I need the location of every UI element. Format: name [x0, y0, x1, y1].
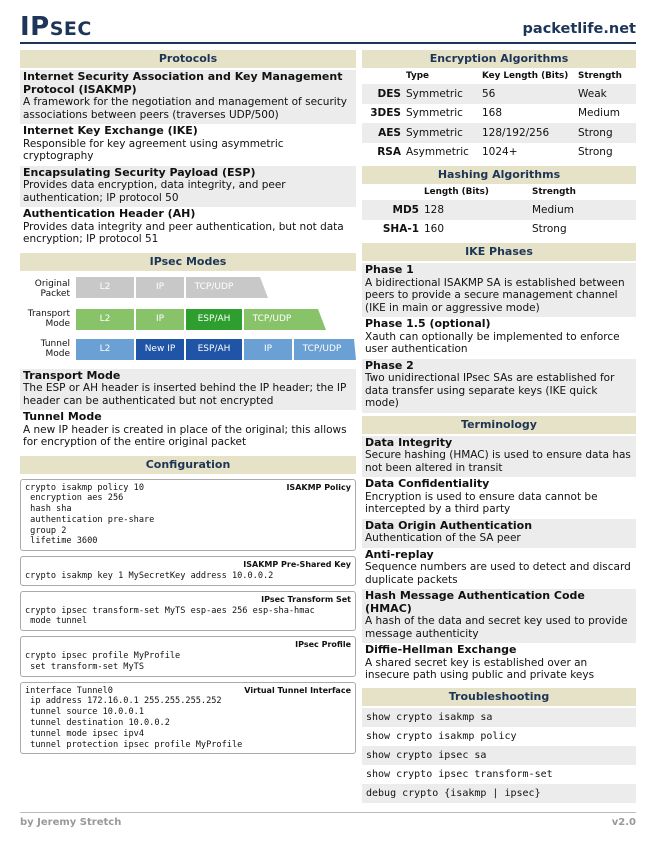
command-item: show crypto ipsec transform-set — [366, 768, 553, 780]
protocol-item: Authentication Header (AH) Provides data integrity and peer authentication, but not data encryption; IP protocol 51 — [23, 207, 344, 245]
ike-phase-item: Phase 1.5 (optional) Xauth can optionally be implemented to enforce user authentication — [365, 317, 620, 355]
segment-ip: IP — [136, 277, 184, 298]
table-row: DES Symmetric 56 Weak — [362, 84, 636, 104]
encryption-heading: Encryption Algorithms — [362, 50, 636, 68]
table-row: SHA-1 160 Strong — [382, 223, 567, 236]
right-column — [362, 50, 636, 803]
config-block-preshared-key: ISAKMP Pre-Shared Key crypto isakmp key 1 MySecretKey address 10.0.0.2 — [20, 556, 356, 586]
page-title: IPSEC — [20, 12, 92, 42]
author: by Jeremy Stretch — [20, 817, 122, 828]
payload-tail-icon — [242, 277, 268, 298]
table-row: MD5 128 Medium — [362, 200, 636, 220]
protocol-item: Internet Key Exchange (IKE) Responsible for key agreement using asymmetric cryptography — [23, 124, 284, 162]
payload-tail-icon — [300, 309, 326, 330]
table-row: RSA Asymmetric 1024+ Strong — [377, 146, 613, 159]
config-block-isakmp-policy: ISAKMP Policy crypto isakmp policy 10 encryption aes 256 hash sha authentication pre-share group 2 lifetime 3600 — [20, 479, 356, 552]
segment-esp-ah: ESP/AH — [186, 309, 242, 330]
hashing-heading: Hashing Algorithms — [362, 166, 636, 184]
term-item: Diffie-Hellman Exchange A shared secret key is established over an insecure path using public and private keys — [365, 643, 595, 681]
segment-l2: L2 — [76, 309, 134, 330]
term-item: Hash Message Authentication Code (HMAC) A hash of the data and secret key used to provide message authenticity — [362, 589, 636, 643]
version: v2.0 — [611, 817, 636, 828]
protocols-heading: Protocols — [20, 50, 356, 68]
command-item: show crypto ipsec sa — [362, 746, 636, 765]
encryption-table: Type Key Length (Bits) Strength DES Symmetric 56 Weak 3DES Symmetric 168 Medium AES Symmetric 128/192/256 Strong RSA Asymmetric 1024+ Strong — [362, 68, 636, 162]
segment-ip: IP — [244, 339, 292, 360]
mode-label-transport: Transport Mode — [27, 308, 70, 329]
page-footer — [20, 812, 636, 828]
config-block-transform-set: IPsec Transform Set crypto ipsec transform-set MyTS esp-aes 256 esp-sha-hmac mode tunnel — [20, 591, 356, 631]
terminology-heading: Terminology — [362, 416, 636, 434]
tunnel-mode: Tunnel Mode A new IP header is created in place of the original; this allows for encryption of the entire original packet — [23, 410, 347, 448]
hashing-table: Length (Bits) Strength MD5 128 Medium SHA-1 160 Strong — [362, 184, 636, 239]
term-item: Data Integrity Secure hashing (HMAC) is used to ensure data has not been altered in transit — [362, 436, 636, 478]
command-item: show crypto isakmp sa — [362, 708, 636, 727]
segment-ip: IP — [136, 309, 184, 330]
table-row: AES Symmetric 128/192/256 Strong — [362, 123, 636, 143]
transport-mode: Transport Mode The ESP or AH header is inserted behind the IP header; the IP header can be authenticated but not encrypted — [20, 369, 356, 411]
ike-phase-item: Phase 2 Two unidirectional IPsec SAs are established for data transfer using separate keys (IKE quick mode) — [362, 359, 636, 413]
table-row: 3DES Symmetric 168 Medium — [370, 107, 620, 120]
command-item: debug crypto {isakmp | ipsec} — [362, 784, 636, 803]
configuration-heading: Configuration — [20, 456, 356, 474]
ipsec-modes-heading: IPsec Modes — [20, 253, 356, 271]
ike-phase-item: Phase 1 A bidirectional ISAKMP SA is established between peers to provide a secure management channel (IKE in main or aggressive mode) — [362, 263, 636, 317]
ike-phases-heading: IKE Phases — [362, 243, 636, 261]
segment-l2: L2 — [76, 277, 134, 298]
page-header — [20, 12, 636, 44]
segment-tcpudp: TCP/UDP — [186, 277, 242, 298]
segment-tcpudp: TCP/UDP — [244, 309, 300, 330]
segment-tcpudp: TCP/UDP — [294, 339, 350, 360]
ipsec-modes-diagram — [20, 273, 356, 369]
command-item: show crypto isakmp policy — [366, 730, 517, 742]
mode-label-tunnel: Tunnel Mode — [40, 338, 70, 359]
protocol-item: Encapsulating Security Payload (ESP) Provides data encryption, data integrity, and peer authentication; IP protocol 50 — [20, 166, 356, 208]
segment-esp-ah: ESP/AH — [186, 339, 242, 360]
term-item: Data Confidentiality Encryption is used to ensure data cannot be intercepted by a third party — [365, 477, 598, 515]
left-column — [20, 50, 356, 759]
config-block-ipsec-profile: IPsec Profile crypto ipsec profile MyProfile set transform-set MyTS — [20, 636, 356, 676]
mode-label-original: Original Packet — [34, 278, 70, 299]
site-name: packetlife.net — [522, 21, 636, 37]
segment-new-ip: New IP — [136, 339, 184, 360]
troubleshooting-heading: Troubleshooting — [362, 688, 636, 706]
protocol-item: Internet Security Association and Key Management Protocol (ISAKMP) A framework for the negotiation and management of security associations between peers (traverses UDP/500) — [20, 70, 356, 124]
payload-tail-icon — [350, 339, 356, 360]
term-item: Data Origin Authentication Authentication of the SA peer — [362, 519, 636, 548]
segment-l2: L2 — [76, 339, 134, 360]
term-item: Anti-replay Sequence numbers are used to detect and discard duplicate packets — [365, 547, 631, 586]
config-block-tunnel-interface: Virtual Tunnel Interface interface Tunnel0 ip address 172.16.0.1 255.255.255.252 tunnel source 10.0.0.1 tunnel destination 10.0.0.2 tunnel mode ipsec ipv4 tunnel protection ipsec profile MyProfile — [20, 682, 356, 755]
